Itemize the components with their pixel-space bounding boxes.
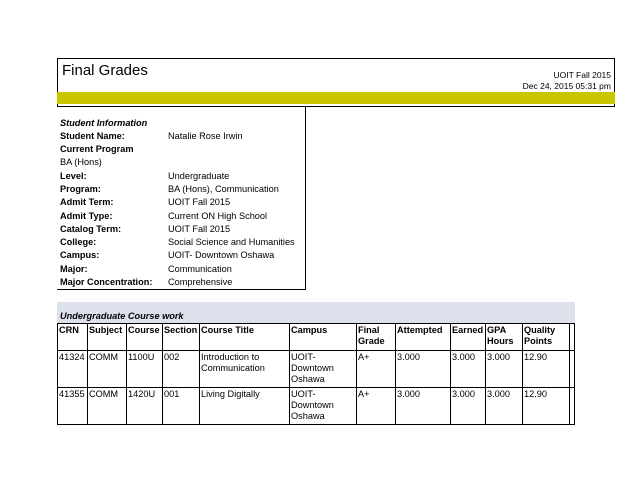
term-info [523,70,611,92]
table-row [58,388,575,425]
current-program-label: Current Program [60,144,134,154]
col-quality-points: Quality Points [523,324,570,351]
col-gpa-hours: GPA Hours [486,324,523,351]
attempted-cell: 3.000 [396,351,451,388]
gpa-hours-cell: 3.000 [486,351,523,388]
col-crn: CRN [58,324,88,351]
course-cell: 1420U [127,388,163,425]
accent-bar [57,92,615,104]
col-final-grade: Final Grade [357,324,396,351]
major-value: Communication [168,264,232,274]
course-table [57,323,575,425]
report-timestamp: Dec 24, 2015 05:31 pm [522,81,611,91]
admit-term-value: UOIT Fall 2015 [168,197,231,207]
final-grade-cell: A+ [357,388,396,425]
catalog-term-value: UOIT Fall 2015 [168,224,231,234]
course-title-cell: Introduction to Communication [200,351,290,388]
campus-cell: UOIT- Downtown Oshawa [290,388,357,425]
col-subject: Subject [88,324,127,351]
coursework-section-header [57,302,575,324]
earned-cell: 3.000 [451,351,486,388]
admit-type-label: Admit Type: [60,211,113,221]
degree-value: BA (Hons) [60,157,102,167]
student-name-value: Natalie Rose Irwin [168,131,243,141]
major-concentration-value: Comprehensive [168,277,233,287]
course-cell: 1100U [127,351,163,388]
student-information-panel [57,107,306,290]
final-grade-cell: A+ [357,351,396,388]
page-title: Final Grades [62,62,148,79]
attempted-cell: 3.000 [396,388,451,425]
level-label: Level: [60,171,87,181]
major-label: Major: [60,264,88,274]
col-section: Section [163,324,200,351]
col-earned: Earned [451,324,486,351]
student-name-label: Student Name: [60,131,125,141]
section-cell: 001 [163,388,200,425]
program-label: Program: [60,184,101,194]
course-table-header [58,324,575,351]
section-cell: 002 [163,351,200,388]
campus-label: Campus: [60,250,100,260]
col-course: Course [127,324,163,351]
campus-cell: UOIT- Downtown Oshawa [290,351,357,388]
quality-points-cell: 12.90 [523,388,570,425]
subject-cell: COMM [88,351,127,388]
quality-points-cell: 12.90 [523,351,570,388]
crn-cell: 41355 [58,388,88,425]
program-value: BA (Hons), Communication [168,184,279,194]
earned-cell: 3.000 [451,388,486,425]
table-row [58,351,575,388]
crn-cell: 41324 [58,351,88,388]
college-value: Social Science and Humanities [168,237,295,247]
admit-term-label: Admit Term: [60,197,114,207]
gpa-hours-cell: 3.000 [486,388,523,425]
admit-type-value: Current ON High School [168,211,268,221]
student-info-heading: Student Information [60,118,148,128]
level-value: Undergraduate [168,171,230,181]
subject-cell: COMM [88,388,127,425]
campus-value: UOIT- Downtown Oshawa [168,250,275,260]
term-label: UOIT Fall 2015 [553,70,611,80]
coursework-heading: Undergraduate Course work [60,311,184,321]
major-concentration-label: Major Concentration: [60,277,153,287]
col-course-title: Course Title [200,324,290,351]
spacer-cell [570,388,575,425]
col-spacer [570,324,575,351]
course-title-cell: Living Digitally [200,388,290,425]
col-campus: Campus [290,324,357,351]
college-label: College: [60,237,97,247]
col-attempted: Attempted [396,324,451,351]
catalog-term-label: Catalog Term: [60,224,122,234]
spacer-cell [570,351,575,388]
